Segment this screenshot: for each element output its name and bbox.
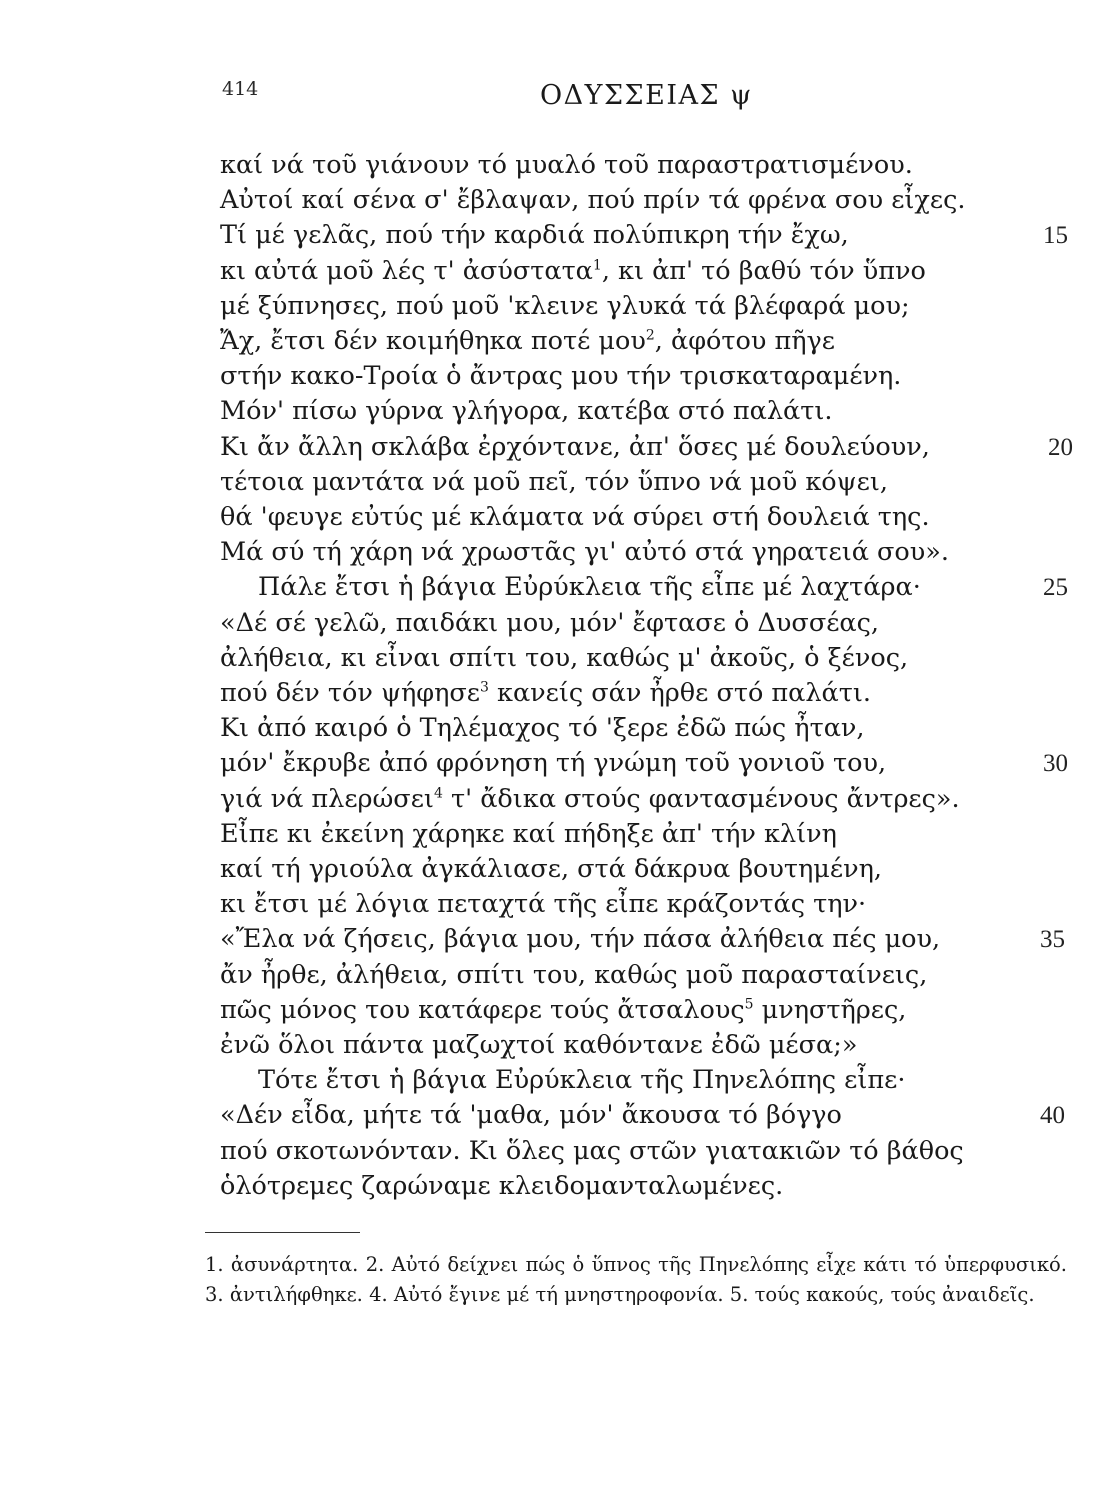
verse-text: «Δέ σέ γελῶ, παιδάκι μου, μόν' ἔφτασε ὁ Δυσσέας, [220, 608, 880, 638]
verse-line [220, 713, 865, 743]
verse-line [220, 291, 910, 321]
footnote-text: τούς κακούς, τούς ἀναιδεῖς. [754, 1283, 1035, 1306]
verse-text: , ἀφότου πῆγε [654, 326, 835, 356]
line-number: 35 [1040, 926, 1065, 953]
footnote-number: 4. [369, 1283, 388, 1306]
verse-text: ἐνῶ ὅλοι πάντα μαζωχτοί καθόντανε ἐδῶ μέσα;» [220, 1030, 858, 1060]
verse-text: τέτοια μαντάτα νά μοῦ πεῖ, τόν ὕπνο νά μοῦ κόψει, [220, 467, 888, 497]
footnote-item [730, 1283, 1035, 1306]
footnote-marker: 3 [479, 679, 489, 696]
verse-line [220, 1171, 783, 1201]
footnote-marker: 5 [744, 996, 754, 1013]
line-number: 40 [1040, 1102, 1065, 1129]
verse-text: , κι ἀπ' τό βαθύ τόν ὕπνο [601, 256, 926, 286]
verse-text: μνηστῆρες, [753, 995, 907, 1025]
verse-line [220, 326, 835, 356]
verse-line [220, 819, 837, 849]
verse-line [220, 396, 833, 426]
footnote-text: Αὐτό δείχνει πώς ὁ ὕπνος τῆς Πηνελόπης εἶχε κάτι τό ὑπερφυσικό. [391, 1253, 1067, 1276]
verse-text: «Ἔλα νά ζήσεις, βάγια μου, τήν πάσα ἀλήθεια πές μου, [220, 924, 941, 954]
footnote-item [369, 1283, 724, 1306]
line-number: 30 [1043, 750, 1068, 777]
verse-line [220, 220, 849, 250]
verse-text: Τότε ἔτσι ἡ βάγια Εὐρύκλεια τῆς Πηνελόπης εἶπε· [258, 1065, 906, 1095]
verse-line [220, 678, 871, 708]
verse-text: πού δέν τόν ψήφησε [220, 678, 480, 708]
footnote-number: 2. [365, 1253, 385, 1276]
line-number: 25 [1043, 574, 1068, 601]
footnote-number: 5. [729, 1283, 749, 1306]
verse-line [220, 537, 949, 567]
verse-text: καί νά τοῦ γιάνουν τό μυαλό τοῦ παραστρατισμένου. [220, 150, 913, 180]
verse-line [220, 889, 866, 919]
verse-text: ἀλήθεια, κι εἶναι σπίτι του, καθώς μ' ἀκοῦς, ὁ ξένος, [220, 643, 909, 673]
footnote-text: ἀντιλήφθηκε. [229, 1283, 363, 1306]
verse-text: γιά νά πλερώσει [220, 784, 434, 814]
verse-line [220, 432, 930, 462]
footnote-marker: 2 [645, 327, 655, 344]
verse-line [220, 854, 882, 884]
verse-text: Ἄχ, ἔτσι δέν κοιμήθηκα ποτέ μου [220, 326, 646, 356]
footnote-divider [205, 1232, 360, 1233]
verse-line [220, 608, 879, 638]
page-number: 414 [222, 78, 259, 100]
verse-text: Κι ἄν ἄλλη σκλάβα ἐρχόντανε, ἀπ' ὅσες μέ δουλεύουν, [220, 432, 930, 462]
footnote-marker: 1 [592, 257, 602, 274]
verse-line [220, 784, 960, 814]
verse-text: ἄν ἦρθε, ἀλήθεια, σπίτι του, καθώς μοῦ παρασταίνεις, [220, 960, 928, 990]
verse-line [220, 643, 908, 673]
line-number: 20 [1048, 434, 1073, 461]
verse-line [220, 1136, 964, 1166]
verse-text: στήν κακο-Τροία ὁ ἄντρας μου τήν τρισκαταραμένη. [220, 361, 902, 391]
verse-text: καί τή γριούλα ἀγκάλιασε, στά δάκρυα βουτημένη, [220, 854, 882, 884]
verse-text: κι ἔτσι μέ λόγια πεταχτά τῆς εἶπε κράζοντάς την· [220, 889, 867, 919]
footnote-item [205, 1283, 363, 1306]
verse-text: ὁλότρεμες ζαρώναμε κλειδομανταλωμένες. [220, 1171, 784, 1201]
verse-text: τ' ἄδικα στούς φαντασμένους ἄντρες». [442, 784, 960, 814]
verse-text: Μά σύ τή χάρη νά χρωστᾶς γι' αὐτό στά γηρατειά σου». [220, 537, 949, 567]
verse-text: πῶς μόνος του κατάφερε τούς ἄτσαλους [220, 995, 745, 1025]
footnote-marker: 4 [433, 785, 443, 802]
verse-line [258, 1065, 905, 1095]
verse-text: Τί μέ γελᾶς, πού τήν καρδιά πολύπικρη τήν ἔχω, [220, 220, 849, 250]
verse-line [220, 361, 901, 391]
verse-line [220, 960, 927, 990]
verse-text: Μόν' πίσω γύρνα γλήγορα, κατέβα στό παλάτι. [220, 396, 833, 426]
verse-text: κι αὐτά μοῦ λές τ' ἀσύστατα [220, 256, 593, 286]
verse-text: Κι ἀπό καιρό ὁ Τηλέμαχος τό 'ξερε ἐδῶ πώς ἦταν, [220, 713, 865, 743]
footnote-number: 1. [205, 1253, 224, 1276]
verse-text: «Δέν εἶδα, μήτε τά 'μαθα, μόν' ἄκουσα τό βόγγο [220, 1100, 842, 1130]
verse-text: μέ ξύπνησες, πού μοῦ 'κλεινε γλυκά τά βλέφαρά μου; [220, 291, 910, 321]
verse-line [220, 924, 940, 954]
running-title: ΟΔΥΣΣΕΙΑΣ ψ [540, 80, 753, 111]
verse-line [220, 1030, 857, 1060]
footnote-item [205, 1253, 358, 1276]
verse-text: πού σκοτωνόνταν. Κι ὅλες μας στῶν γιατακιῶν τό βάθος [220, 1136, 964, 1166]
verse-line [220, 185, 965, 215]
verse-text: θά 'φευγε εὐτύς μέ κλάματα νά σύρει στή δουλειά της. [220, 502, 930, 532]
footnotes [205, 1250, 1067, 1310]
verse-text: Εἶπε κι ἐκείνη χάρηκε καί πήδηξε ἀπ' τήν κλίνη [220, 819, 837, 849]
verse-text: Αὐτοί καί σένα σ' ἔβλαψαν, πού πρίν τά φρένα σου εἶχες. [220, 185, 966, 215]
verse-text: κανείς σάν ἦρθε στό παλάτι. [488, 678, 871, 708]
verse-text: Πάλε ἔτσι ἡ βάγια Εὐρύκλεια τῆς εἶπε μέ λαχτάρα· [258, 572, 921, 602]
verse-line [220, 748, 886, 778]
footnote-text: ἀσυνάρτητα. [230, 1253, 359, 1276]
verse-line [220, 502, 930, 532]
verse-line [220, 995, 906, 1025]
footnote-item [366, 1253, 1067, 1276]
verse-line [220, 256, 926, 286]
verse-line [220, 467, 888, 497]
verse-line [258, 572, 921, 602]
footnote-number: 3. [205, 1283, 224, 1306]
line-number: 15 [1043, 222, 1068, 249]
verse-line [220, 150, 913, 180]
verse-text: μόν' ἔκρυβε ἀπό φρόνηση τή γνώμη τοῦ γονιοῦ του, [220, 748, 887, 778]
verse-line [220, 1100, 842, 1130]
footnote-text: Αὐτό ἔγινε μέ τή μνηστηροφονία. [393, 1283, 724, 1306]
